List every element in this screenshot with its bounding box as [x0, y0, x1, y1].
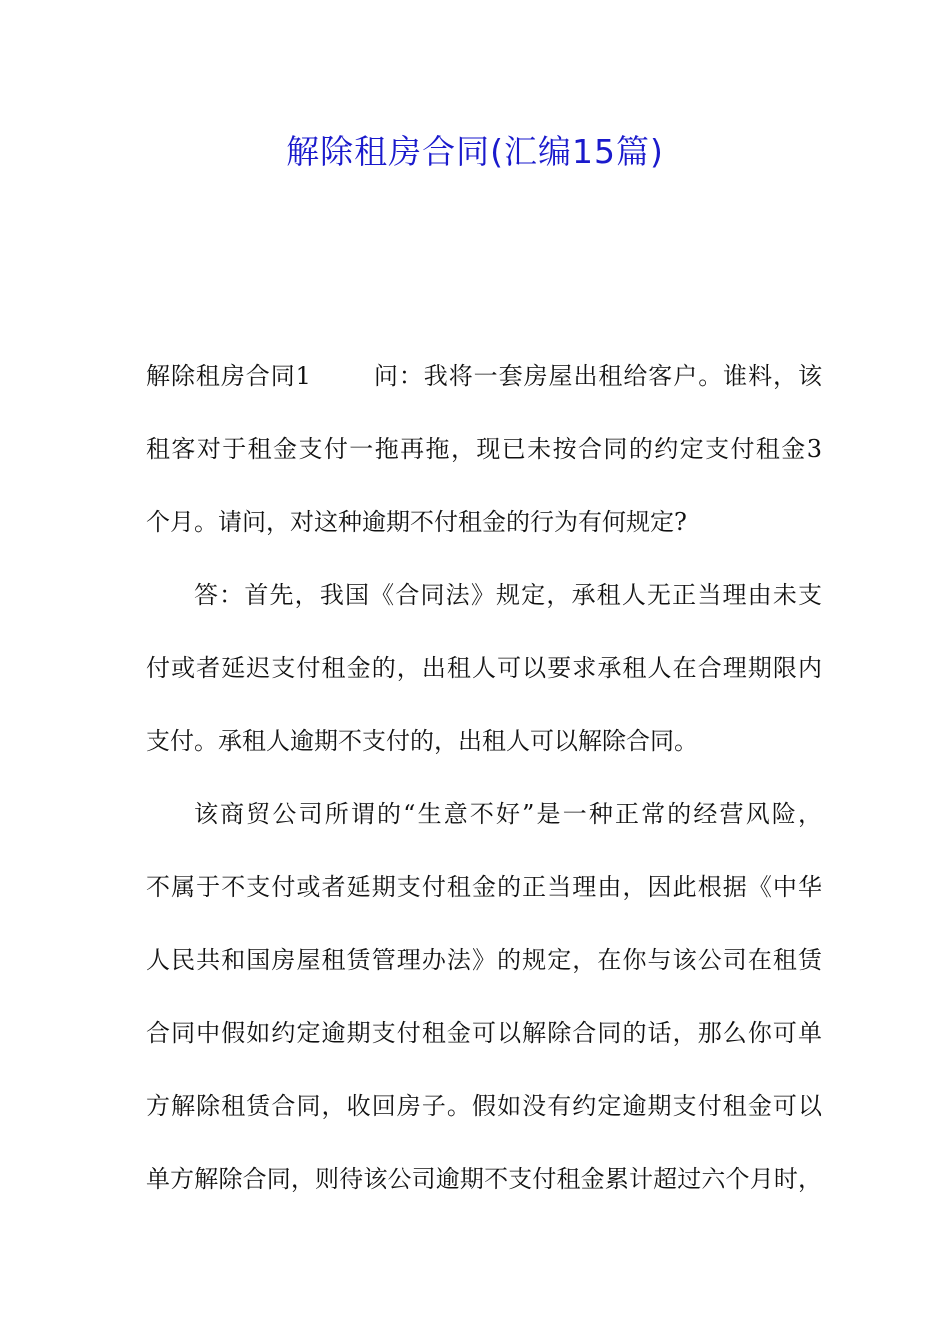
- paragraph-line: 不属于不支付或者延期支付租金的正当理由，因此根据《中华: [146, 873, 822, 901]
- paragraph-line: 答：首先，我国《合同法》规定，承租人无正当理由未支: [194, 581, 822, 609]
- document-title: 解除租房合同(汇编15篇): [286, 132, 664, 171]
- paragraph-line: 付或者延迟支付租金的，出租人可以要求承租人在合理期限内: [146, 654, 822, 682]
- paragraph-line: 方解除租赁合同，收回房子。假如没有约定逾期支付租金可以: [146, 1092, 822, 1120]
- paragraph-line: 人民共和国房屋租赁管理办法》的规定，在你与该公司在租赁: [146, 946, 822, 974]
- paragraph-line: 支付。承租人逾期不支付的，出租人可以解除合同。: [146, 727, 698, 755]
- paragraph-line: 单方解除合同，则待该公司逾期不支付租金累计超过六个月时，: [146, 1165, 822, 1193]
- paragraph-line: 该商贸公司所谓的“生意不好”是一种正常的经营风险，: [194, 800, 822, 828]
- paragraph-line: 租客对于租金支付一拖再拖，现已未按合同的约定支付租金3: [146, 435, 822, 463]
- paragraph-line: 合同中假如约定逾期支付租金可以解除合同的话，那么你可单: [146, 1019, 822, 1047]
- paragraph-line: 个月。请问，对这种逾期不付租金的行为有何规定?: [146, 508, 687, 536]
- question-text: 问：我将一套房屋出租给客户。谁料，该: [372, 362, 822, 390]
- document-body: [146, 340, 822, 1216]
- section-heading: 解除租房合同1: [146, 362, 311, 390]
- paragraph-line: [146, 340, 822, 413]
